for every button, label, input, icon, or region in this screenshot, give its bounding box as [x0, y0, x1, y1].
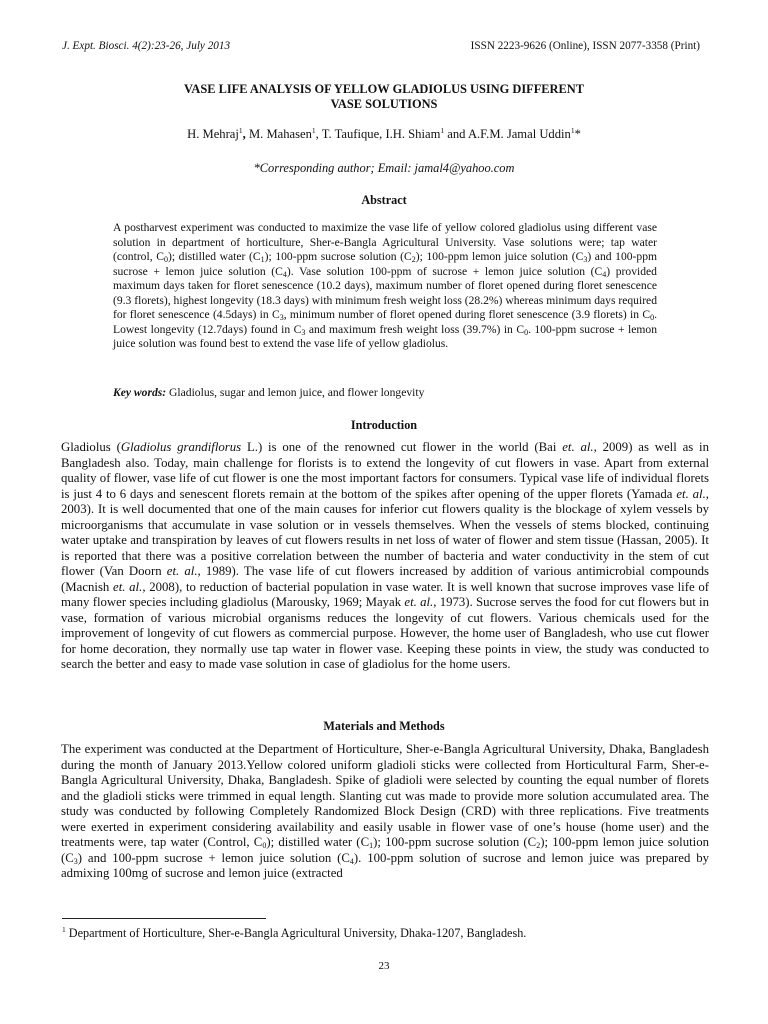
- paper-title-line-2: VASE SOLUTIONS: [330, 97, 438, 111]
- author-3: T. Taufique, I.H. Shiam: [321, 127, 441, 141]
- corresponding-author: *Corresponding author; Email: jamal4@yahoo.com: [253, 161, 515, 175]
- paper-title: [120, 82, 648, 112]
- author-1: H. Mehraj: [187, 127, 239, 141]
- abstract-text: A postharvest experiment was conducted to maximize the vase life of yellow colored gladiolus using different vase solution in department of horticulture, Sher-e-Bangla Agricultural University. Vase solutions were; tap water (control, $C_0$); distilled water $(C_1)$; 100-ppm sucrose solution $(C_2)$; 100-ppm lemon juice solution $(C_3)$ and 100-ppm sucrose + lemon juice solution $(C_4)$. Vase solution 100-ppm of sucrose + lemon juice solution $(C_4)$ provided maximum days taken for floret senescence (10.2 days), maximum number of floret opened during floret senescence (9.3 florets), highest longevity (18.3 days) with minimum fresh weight loss (28.2%) whereas minimum days required for floret senescence (4.5days) in $C_3$, minimum number of floret opened during floret senescence (3.9 florets) in $C_0$. Lowest longevity (12.7days) found in $C_3$ and maximum fresh weight loss (39.7%) in $C_0$. 100-ppm sucrose + lemon juice solution was found best to extend the vase life of yellow gladiolus.: [113, 221, 658, 350]
- introduction-text: Gladiolus (Gladiolus grandiflorus L.) is one of the renowned cut flower in the world (Bai et. al., 2009) as well as in Bangladesh also. Today, main challenge for florists is to extend the longevity of cut flowers in vase. Apart from external quality of flower, vase life of cut flower is one the most important factors for consumers. Typical vase life of individual florets is just 4 to 6 days and senescent florets remain at the bottom of the spikes after opening of the upper florets (Yamada et. al., 2003). It is well documented that one of the main causes for inferior cut flowers quality is the blockage of xylem vessels by microorganisms that accumulate in vase solution or in vessels themselves. When the vessels of stems blocked, continuing water uptake and transpiration by leaves of cut flowers results in net loss of water of flower and stem tissue (Hassan, 2005). It is reported that there was a positive correlation between the number of bacteria and water conductivity in the stem of cut flower (Van Doorn et. al., 1989). The vase life of cut flowers increased by addition of various antimicrobial compounds (Macnish et. al., 2008), to reduction of bacterial population in vase water. It is well known that sucrose improves vase life of many flower species including gladiolus (Marousky, 1969; Mayak et. al., 1973). Sucrose serves the food for cut flowers but in vase, formation of various microbial organisms reduces the longevity of cut flowers. Various chemicals used for the improvement of longevity of cut flowers as commercial purpose. However, the home user of Bangladesh, who use cut flower for home decoration, they normally use tap water in flower vase. Keeping these points in view, the study was conducted to search the better and easy to made vase solution in case of gladiolus for the home users.: [61, 440, 710, 671]
- footnote: [62, 926, 682, 941]
- issn-header: ISSN 2223-9626 (Online), ISSN 2077-3358 (Print): [470, 40, 700, 52]
- methods-heading: Materials and Methods: [323, 719, 445, 733]
- page-number: 23: [378, 960, 390, 972]
- journal-citation: J. Expt. Biosci. 4(2):23-26, July 2013: [62, 40, 231, 52]
- author-list: H. Mehraj$^1$, M. Mahasen$^1$, T. Taufique, I.H. Shiam$^1$ and A.F.M. Jamal Uddin$^1$*: [187, 126, 581, 141]
- abstract-heading: Abstract: [361, 193, 407, 207]
- author-2: M. Mahasen: [248, 127, 312, 141]
- author-conjunction: and: [447, 127, 466, 141]
- footnote-mark: 1: [62, 925, 66, 934]
- corresponding-mark: *: [574, 127, 581, 141]
- methods-text: The experiment was conducted at the Department of Horticulture, Sher-e-Bangla Agricultural University, Dhaka, Bangladesh during the month of January 2013.Yellow colored uniform gladioli sticks were collected from Horticultural Farm, Sher-e-Bangla Agricultural University, Dhaka, Bangladesh. Spike of gladioli were selected by counting the equal number of florets and the gladioli sticks were trimmed in equal length. Slanting cut was made to provide more solution accumulated area. The study was conducted by following Completely Randomized Block Design (CRD) with three replications. Five treatments were exerted in experiment considering availability and easily usable in flower vase of one’s house (home user) and the treatments were, tap water (Control, $C_0$); distilled water $(C_1)$; 100-ppm sucrose solution $(C_2)$; 100-ppm lemon juice solution $(C_3)$ and 100-ppm sucrose + lemon juice solution $(C_4)$. 100-ppm solution of sucrose and lemon juice was prepared by admixing 100mg of sucrose and lemon juice (extracted: [61, 742, 710, 880]
- author-4-affiliation: 1: [570, 126, 575, 135]
- introduction-heading: Introduction: [350, 418, 418, 432]
- keywords: [113, 386, 657, 401]
- footnote-text: Department of Horticulture, Sher-e-Bangla Agricultural University, Dhaka-1207, Bangladesh.: [68, 926, 527, 940]
- footnote-rule: [62, 918, 266, 919]
- keywords-label: Key words:: [113, 386, 167, 399]
- author-2-affiliation: 1: [311, 126, 316, 135]
- author-1-affiliation: 1: [238, 126, 243, 135]
- keywords-list: Gladiolus, sugar and lemon juice, and flower longevity: [169, 386, 425, 399]
- author-4: A.F.M. Jamal Uddin: [467, 127, 571, 141]
- paper-title-line-1: VASE LIFE ANALYSIS OF YELLOW GLADIOLUS USING DIFFERENT: [184, 82, 584, 96]
